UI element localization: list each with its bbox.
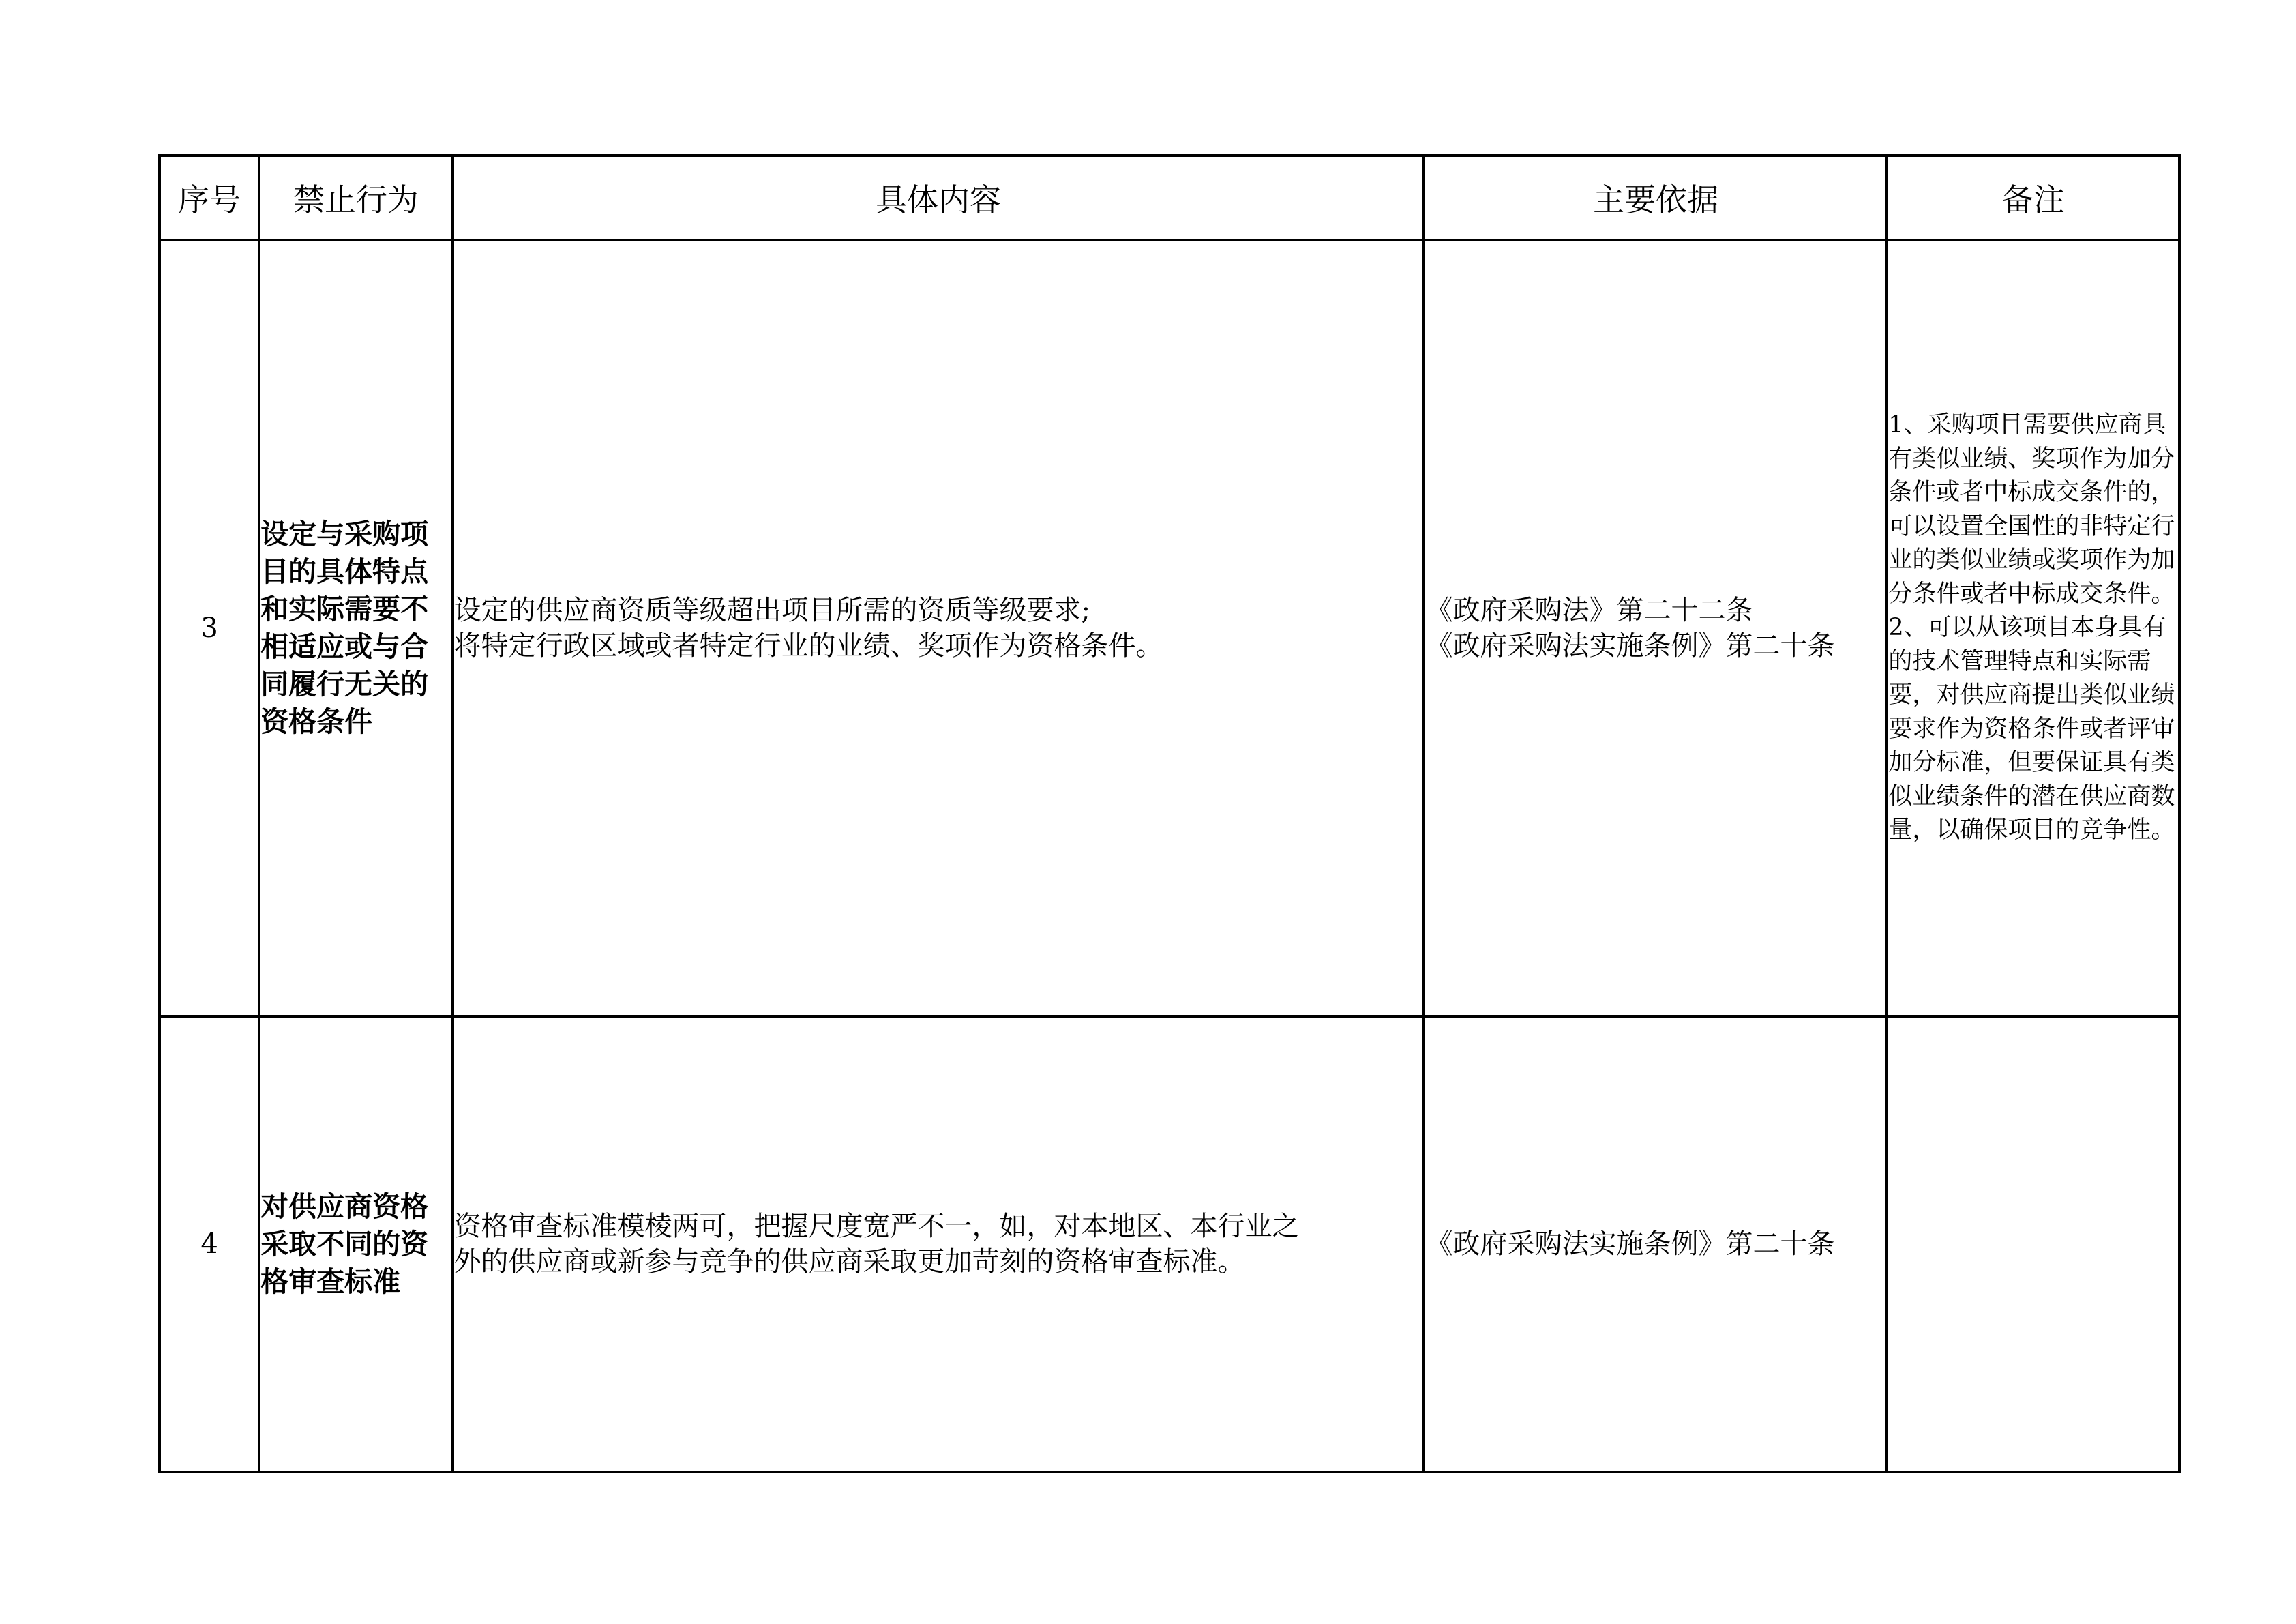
basis-line: 《政府采购法实施条例》第二十条	[1425, 1228, 1835, 1260]
content-line: 设定的供应商资质等级超出项目所需的资质等级要求;	[453, 595, 1091, 626]
specific-content	[453, 240, 1425, 1016]
remark-paragraph: 1、采购项目需要供应商具有类似业绩、奖项作为加分条件或者中标成交条件的，可以设置全国性的非特定行业的类似业绩或奖项作为加分条件或者中标成交条件。	[1888, 411, 2175, 608]
prohibited-action: 设定与采购项目的具体特点和实际需要不相适应或与合同履行无关的资格条件	[259, 240, 452, 1016]
basis-line: 《政府采购法实施条例》第二十条	[1425, 630, 1835, 662]
header-note: 备注	[1887, 156, 2179, 240]
legal-basis	[1424, 240, 1887, 1016]
header-num: 序号	[160, 156, 259, 240]
prohibited-behavior-table	[158, 154, 2181, 1473]
specific-content	[453, 1016, 1425, 1472]
prohibited-action: 对供应商资格采取不同的资格审查标准	[259, 1016, 452, 1472]
row-number: 4	[160, 1016, 259, 1472]
content-line: 外的供应商或新参与竞争的供应商采取更加苛刻的资格审查标准。	[453, 1246, 1245, 1278]
remarks	[1887, 1016, 2179, 1472]
table-row	[160, 240, 2179, 1016]
remarks	[1887, 240, 2179, 1016]
table-header-row	[160, 156, 2179, 240]
row-number: 3	[160, 240, 259, 1016]
legal-basis	[1424, 1016, 1887, 1472]
header-basis: 主要依据	[1424, 156, 1887, 240]
policy-table-sheet	[158, 154, 2181, 1471]
table-row	[160, 1016, 2179, 1472]
header-content: 具体内容	[453, 156, 1425, 240]
content-line: 资格审查标准模棱两可，把握尺度宽严不一，如，对本地区、本行业之	[453, 1211, 1300, 1242]
basis-line: 《政府采购法》第二十二条	[1425, 595, 1753, 626]
remark-paragraph: 2、可以从该项目本身具有的技术管理特点和实际需要，对供应商提出类似业绩要求作为资格条件或者评审加分标准，但要保证具有类似业绩条件的潜在供应商数量，以确保项目的竞争性。	[1888, 614, 2175, 844]
content-line: 将特定行政区域或者特定行业的业绩、奖项作为资格条件。	[453, 630, 1163, 662]
header-action: 禁止行为	[259, 156, 452, 240]
